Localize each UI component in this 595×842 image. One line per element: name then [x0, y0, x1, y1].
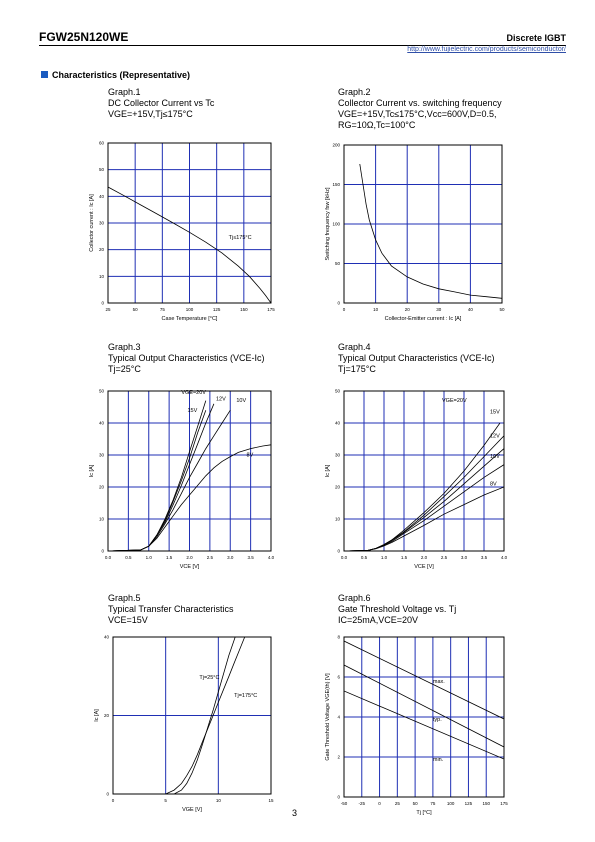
- x-tick-label: 0.0: [340, 555, 348, 560]
- x-tick-label: 2.0: [186, 555, 193, 560]
- y-tick-label: 50: [98, 167, 104, 173]
- x-tick-label: 25: [394, 801, 400, 806]
- y-axis-label: Switching frequency fsw [kHz]: [325, 187, 331, 261]
- graph1-chart: [80, 140, 285, 330]
- series-label: VGE=20V: [181, 390, 206, 397]
- series-label: Tj=175°C: [234, 693, 258, 700]
- y-tick-label: 200: [332, 142, 340, 148]
- graph1-title: DC Collector Current vs Tc: [108, 98, 215, 108]
- series-label: typ.: [432, 717, 442, 723]
- x-tick-label: 3.0: [227, 555, 234, 560]
- x-tick-label: 1.0: [145, 555, 152, 560]
- x-tick-label: 125: [464, 801, 473, 806]
- x-tick-label: 4.0: [500, 555, 508, 560]
- y-tick-label: 50: [334, 388, 340, 394]
- x-tick-label: 10: [373, 307, 379, 312]
- x-tick-label: 75: [430, 801, 436, 806]
- graph6-condition: IC=25mA,VCE=20V: [338, 615, 419, 625]
- y-tick-label: 0: [106, 791, 109, 797]
- y-tick-label: 40: [98, 193, 104, 199]
- y-tick-label: 30: [98, 452, 104, 458]
- x-tick-label: 3.5: [480, 555, 488, 560]
- series-line-3: [344, 691, 504, 759]
- x-tick-label: 15: [268, 798, 274, 803]
- x-tick-label: 2.5: [440, 555, 448, 560]
- x-tick-label: 0: [342, 307, 346, 312]
- graph6-caption: [338, 593, 456, 626]
- section-bullet-icon: [41, 71, 48, 78]
- y-axis-label: Ic [A]: [94, 709, 100, 722]
- x-tick-label: 1.5: [165, 555, 173, 560]
- x-tick-label: 100: [185, 307, 194, 312]
- graph4-chart: [310, 386, 520, 576]
- y-tick-label: 60: [98, 140, 104, 146]
- graph1-condition: VGE=+15V,Tj≤175°C: [108, 109, 193, 119]
- x-axis-label: VCE [V]: [179, 564, 200, 570]
- y-tick-label: 10: [98, 273, 104, 279]
- y-tick-label: 50: [98, 388, 104, 394]
- x-tick-label: 175: [500, 801, 508, 806]
- y-tick-label: 0: [101, 300, 104, 306]
- x-tick-label: 50: [132, 307, 138, 312]
- y-tick-label: 30: [334, 452, 340, 458]
- x-tick-label: 2.0: [420, 555, 428, 560]
- y-tick-label: 50: [334, 261, 340, 266]
- x-tick-label: 1.5: [400, 555, 408, 560]
- x-tick-label: 30: [436, 307, 442, 312]
- x-tick-label: 150: [240, 307, 248, 312]
- graph3-title: Typical Output Characteristics (VCE-Ic): [108, 353, 265, 363]
- x-tick-label: 75: [159, 307, 165, 312]
- series-line-1: [344, 641, 504, 719]
- x-tick-label: 1.0: [380, 555, 388, 560]
- x-tick-label: 50: [499, 307, 505, 312]
- graph4-caption: [338, 342, 495, 375]
- x-tick-label: 100: [446, 801, 455, 806]
- graph2-chart: [310, 140, 520, 330]
- y-axis-label: Collector current : Ic [A]: [89, 194, 95, 252]
- y-tick-label: 20: [98, 247, 104, 253]
- x-tick-label: 50: [412, 801, 418, 806]
- graph2-label: Graph.2: [338, 87, 371, 97]
- x-axis-label: VGE [V]: [182, 807, 202, 813]
- y-tick-label: 40: [334, 420, 340, 426]
- graph2-condition: VGE=+15V,Tc≤175°C,Vcc=600V,D=0.5,: [338, 109, 497, 119]
- graph3-condition: Tj=25°C: [108, 364, 141, 374]
- y-tick-label: 40: [103, 634, 109, 640]
- series-label: 12V: [490, 433, 500, 440]
- y-tick-label: 20: [98, 484, 104, 490]
- graph4-title: Typical Output Characteristics (VCE-Ic): [338, 353, 495, 363]
- y-tick-label: 20: [334, 484, 340, 490]
- x-tick-label: 5: [164, 798, 167, 803]
- graph3-caption: [108, 342, 265, 375]
- x-tick-label: 175: [267, 307, 275, 312]
- y-tick-label: 2: [337, 754, 340, 760]
- series-label: Tj=25°C: [199, 674, 220, 681]
- series-label: 10V: [490, 454, 500, 461]
- part-number: FGW25N120WE: [39, 30, 129, 44]
- x-tick-label: 4.0: [267, 555, 275, 560]
- graph6-title: Gate Threshold Voltage vs. Tj: [338, 604, 457, 614]
- x-tick-label: 3.5: [247, 555, 254, 560]
- series-label: max.: [432, 679, 445, 685]
- product-category: Discrete IGBT: [506, 33, 566, 43]
- x-tick-label: 10: [215, 798, 221, 803]
- series-label: 15V: [490, 409, 500, 416]
- graph5-title: Typical Transfer Characteristics: [108, 604, 234, 614]
- y-axis-label: Ic [A]: [89, 464, 95, 478]
- y-tick-label: 20: [103, 713, 109, 718]
- y-tick-label: 0: [337, 794, 340, 800]
- series-label: 8V: [490, 481, 497, 488]
- y-tick-label: 4: [337, 714, 340, 720]
- series-label: 15V: [187, 407, 198, 414]
- x-axis-label: VCE [V]: [414, 564, 434, 570]
- x-tick-label: 0.5: [125, 555, 132, 560]
- product-url-link[interactable]: http://www.fujielectric.com/products/semiconductor/: [407, 46, 566, 53]
- y-tick-label: 150: [332, 182, 340, 187]
- x-axis-label: Case Temperature [°C]: [161, 316, 218, 322]
- graph3-chart: [80, 386, 285, 576]
- x-axis-label: Tj [°C]: [416, 810, 432, 816]
- series-label: 10V: [236, 398, 247, 405]
- graph6-label: Graph.6: [338, 593, 371, 603]
- page-number: 3: [292, 808, 298, 818]
- x-tick-label: 0.5: [360, 555, 368, 560]
- series-label: 8V: [246, 452, 254, 459]
- x-tick-label: 20: [404, 307, 410, 312]
- graph1-caption: [108, 87, 214, 120]
- graph3-label: Graph.3: [108, 342, 141, 352]
- graph2-condition2: RG=10Ω,Tc=100°C: [338, 120, 416, 130]
- y-tick-label: 10: [98, 516, 104, 522]
- series-line-2: [108, 407, 206, 551]
- y-tick-label: 6: [337, 674, 340, 680]
- graph6-chart: [310, 632, 520, 822]
- y-tick-label: 30: [98, 220, 104, 226]
- graph4-label: Graph.4: [338, 342, 371, 352]
- series-label: Tj≤175°C: [228, 235, 252, 241]
- series-label: 12V: [215, 396, 226, 403]
- y-tick-label: 40: [98, 420, 104, 426]
- series-label: min.: [432, 757, 444, 763]
- y-tick-label: 8: [337, 634, 340, 640]
- graph2-caption: [338, 87, 502, 131]
- graph1-label: Graph.1: [108, 87, 141, 97]
- y-tick-label: 0: [337, 300, 340, 306]
- y-axis-label: Ic [A]: [325, 464, 331, 478]
- x-tick-label: 0: [378, 801, 381, 806]
- y-tick-label: 10: [334, 516, 340, 522]
- graph5-chart: [80, 632, 285, 822]
- x-tick-label: 0.0: [104, 555, 112, 560]
- x-axis-label: Collector-Emitter current : Ic [A]: [384, 316, 462, 322]
- y-axis-label: Gate Threshold Voltage VGE(th) [V]: [325, 673, 331, 761]
- y-tick-label: 0: [101, 548, 104, 554]
- x-tick-label: 2.5: [206, 555, 214, 560]
- x-tick-label: 25: [105, 307, 111, 312]
- x-tick-label: 125: [212, 307, 221, 312]
- x-tick-label: -50: [340, 801, 348, 806]
- series-label: VGE=20V: [442, 398, 467, 405]
- x-tick-label: 0: [111, 798, 115, 803]
- graph2-title: Collector Current vs. switching frequency: [338, 98, 502, 108]
- x-tick-label: 3.0: [460, 555, 468, 560]
- x-tick-label: 150: [482, 801, 490, 806]
- section-title: Characteristics (Representative): [52, 70, 191, 80]
- x-tick-label: 40: [467, 307, 473, 312]
- x-tick-label: -25: [358, 801, 366, 806]
- graph5-condition: VCE=15V: [108, 615, 148, 625]
- y-tick-label: 100: [332, 221, 340, 227]
- graph5-label: Graph.5: [108, 593, 141, 603]
- y-tick-label: 0: [337, 548, 340, 554]
- graph4-condition: Tj=175°C: [338, 364, 376, 374]
- graph5-caption: [108, 593, 234, 626]
